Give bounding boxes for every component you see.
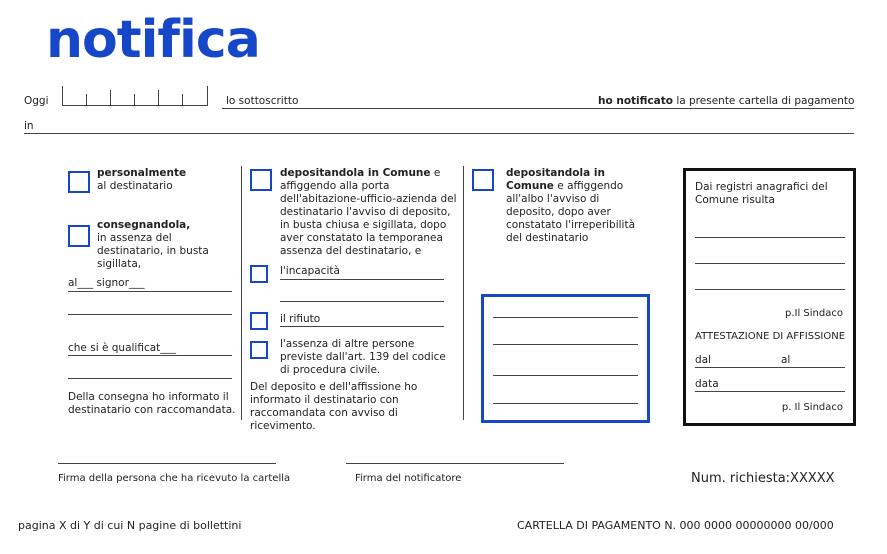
personalmente-rest: al destinatario bbox=[97, 180, 173, 192]
firma-ricevuto-label: Firma della persona che ha ricevuto la cartella bbox=[58, 473, 291, 484]
al-signor-label: al___ signor___ bbox=[68, 277, 145, 289]
deposito-comune-checkbox[interactable] bbox=[250, 169, 272, 191]
personalmente-checkbox[interactable] bbox=[68, 171, 90, 193]
column-divider-1 bbox=[241, 166, 242, 420]
attestazione-label: ATTESTAZIONE DI AFFISSIONE bbox=[695, 331, 846, 342]
signor-line[interactable] bbox=[68, 291, 232, 292]
informato-text: Della consegna ho informato il destinatario con raccomandata. bbox=[68, 391, 236, 416]
rifiuto-label: il rifiuto bbox=[280, 313, 321, 325]
qualificat-line[interactable] bbox=[68, 355, 232, 356]
notes-line[interactable] bbox=[493, 375, 638, 376]
firma-notificatore-line[interactable] bbox=[346, 463, 564, 464]
dal-label: dal bbox=[695, 354, 712, 366]
qualificat-label: che si è qualificat___ bbox=[68, 342, 177, 354]
personalmente-label: personalmente bbox=[97, 167, 187, 179]
consegnandola-checkbox[interactable] bbox=[68, 225, 90, 247]
consegnandola-rest: in assenza del destinatario, in busta sigillata, bbox=[97, 232, 209, 270]
albo-rest: e affiggendo all'albo l'avviso di deposito, dopo aver constatato l'irreperibilità del destinatario bbox=[506, 180, 636, 244]
albo-text bbox=[506, 167, 646, 245]
deposito-note: Del deposito e dell'affissione ho informato il destinatario con raccomandata con avviso di ricevimento. bbox=[250, 381, 418, 432]
column-divider-2 bbox=[463, 166, 464, 420]
consegnandola-label: consegnandola, bbox=[97, 219, 191, 231]
dal-al-line[interactable] bbox=[695, 367, 845, 368]
al-label: al bbox=[781, 354, 791, 366]
ho-notificato-label: ho notificato bbox=[598, 95, 673, 107]
consegnandola-text bbox=[97, 219, 227, 271]
data-line[interactable] bbox=[695, 391, 845, 392]
sottoscritto-label: lo sottoscritto bbox=[226, 95, 299, 107]
sottoscritto-line[interactable] bbox=[222, 108, 854, 109]
registry-line[interactable] bbox=[695, 237, 845, 238]
deposito-comune-label: depositandola in Comune bbox=[280, 167, 431, 179]
page-title: notifica bbox=[46, 10, 260, 70]
notes-box[interactable] bbox=[481, 294, 650, 423]
in-line[interactable] bbox=[24, 133, 854, 134]
oggi-label: Oggi bbox=[24, 95, 49, 107]
presente-cartella-label: la presente cartella di pagamento bbox=[676, 95, 855, 107]
assenza-checkbox[interactable] bbox=[250, 341, 268, 359]
num-richiesta: Num. richiesta:XXXXX bbox=[691, 471, 835, 486]
data-label: data bbox=[695, 378, 719, 390]
signor-line-2[interactable] bbox=[68, 314, 232, 315]
incapacita-label: l'incapacità bbox=[280, 265, 340, 277]
notes-line[interactable] bbox=[493, 403, 638, 404]
in-label: in bbox=[24, 120, 34, 132]
notificato-text bbox=[598, 95, 854, 108]
pagina-label: pagina X di Y di cui N pagine di bollettini bbox=[18, 519, 242, 532]
sindaco-label-2: p. Il Sindaco bbox=[781, 402, 843, 413]
notes-line[interactable] bbox=[493, 344, 638, 345]
registri-text: Dai registri anagrafici del Comune risulta bbox=[695, 181, 828, 206]
incapacita-line[interactable] bbox=[280, 279, 444, 280]
personalmente-text bbox=[97, 167, 237, 193]
rifiuto-checkbox[interactable] bbox=[250, 312, 268, 330]
notes-line[interactable] bbox=[493, 317, 638, 318]
cartella-number: CARTELLA DI PAGAMENTO N. 000 0000 00000000 00/000 bbox=[517, 519, 834, 532]
rifiuto-line[interactable] bbox=[280, 326, 444, 327]
albo-label: depositandola in Comune bbox=[506, 167, 605, 192]
date-field[interactable] bbox=[62, 86, 208, 106]
sindaco-label-1: p.Il Sindaco bbox=[785, 308, 843, 319]
incapacita-checkbox[interactable] bbox=[250, 265, 268, 283]
assenza-text: l'assenza di altre persone previste dall'art. 139 del codice di procedura civile. bbox=[280, 338, 446, 376]
albo-checkbox[interactable] bbox=[472, 169, 494, 191]
qualificat-line-2[interactable] bbox=[68, 378, 232, 379]
registry-line[interactable] bbox=[695, 263, 845, 264]
registry-box bbox=[683, 168, 856, 426]
registry-line[interactable] bbox=[695, 289, 845, 290]
firma-ricevuto-line[interactable] bbox=[58, 463, 276, 464]
firma-notificatore-label: Firma del notificatore bbox=[355, 473, 462, 484]
deposito-comune-rest: e affiggendo alla porta dell'abitazione-ufficio-azienda del destinatario l'avviso di deposito, in busta chiusa e sigillata, dopo aver constatato la temporanea assenza del destinatario, e bbox=[280, 167, 457, 257]
incapacita-line-2[interactable] bbox=[280, 301, 444, 302]
deposito-comune-text bbox=[280, 167, 458, 258]
